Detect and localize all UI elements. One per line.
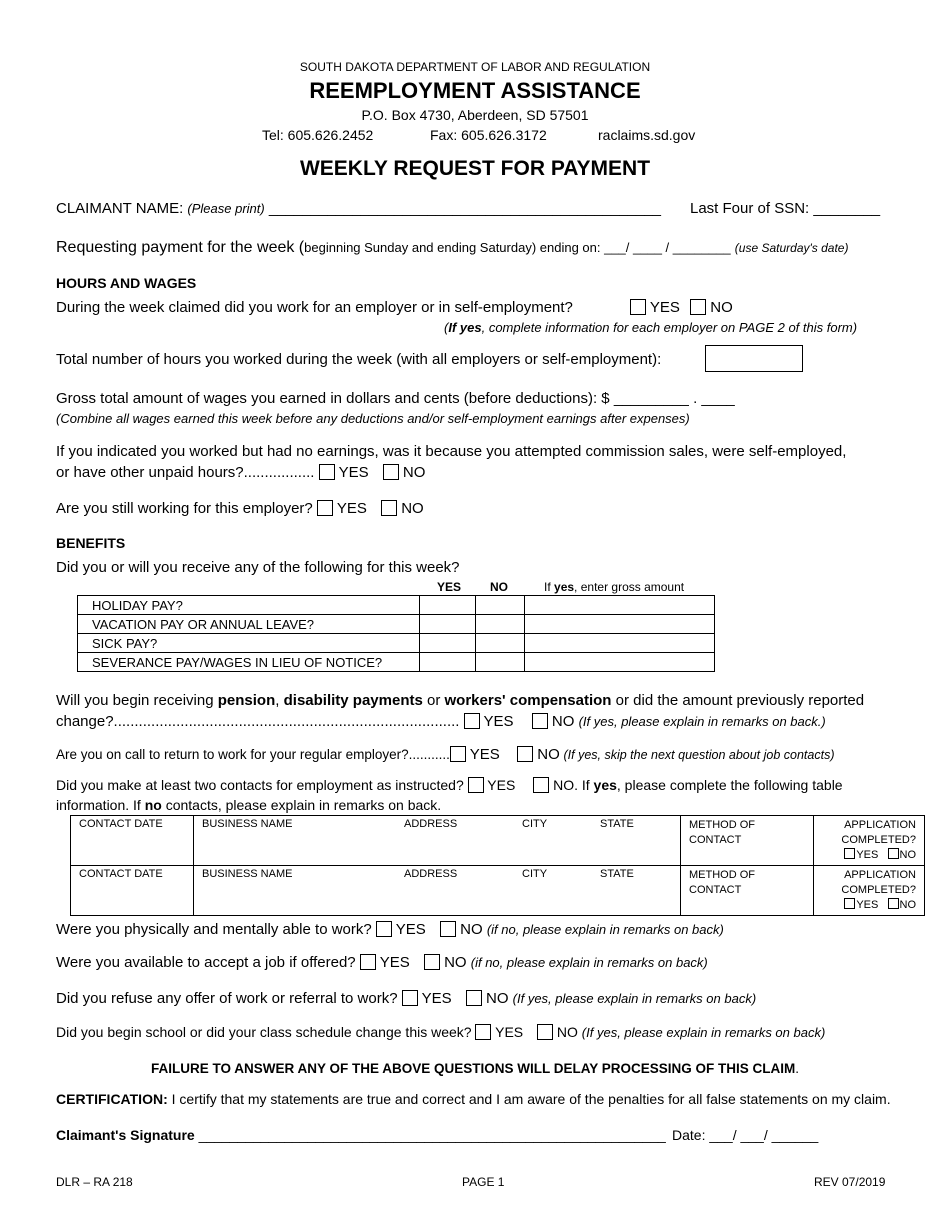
contacts-instruction: If yes, please complete the following table (577, 777, 843, 793)
wages-question[interactable]: Gross total amount of wages you earned in dollars and cents (before deductions): $ _________ . ____ (56, 390, 735, 407)
yes-label: YES (495, 1024, 524, 1040)
benefit-no-cell[interactable] (476, 653, 525, 672)
contact-application-cell[interactable]: APPLICATION COMPLETED? YES NO (814, 866, 925, 916)
signature-row[interactable] (56, 1127, 666, 1143)
school-no-checkbox[interactable] (537, 1024, 553, 1040)
available-question: Were you available to accept a job if offered? (56, 954, 356, 971)
certification-text: I certify that my statements are true and correct and I am aware of the penalties for all false statements on my claim. (167, 1091, 891, 1107)
benefits-heading: BENEFITS (56, 535, 126, 551)
work-no-checkbox[interactable] (690, 299, 706, 315)
benefits-col-no: NO (490, 580, 508, 594)
benefit-amount-cell[interactable] (525, 653, 715, 672)
phone: Tel: 605.626.2452 (262, 127, 374, 143)
able-question: Were you physically and mentally able to work? (56, 921, 372, 938)
no-label: NO (556, 1024, 578, 1040)
contact-application-cell[interactable]: APPLICATION COMPLETED? YES NO (814, 816, 925, 866)
yes-label: YES (421, 990, 452, 1007)
benefits-col-yes: YES (437, 580, 462, 594)
address: P.O. Box 4730, Aberdeen, SD 57501 (361, 107, 589, 123)
benefit-amount-cell[interactable] (525, 634, 715, 653)
contacts-no-checkbox[interactable] (533, 777, 549, 793)
page-number: PAGE 1 (462, 1175, 505, 1189)
refuse-question: Did you refuse any offer of work or referral to work? (56, 990, 398, 1007)
claimant-name-row[interactable] (56, 200, 661, 217)
no-earnings-question-cont: or have other unpaid hours?................. (56, 464, 315, 481)
application-yes-checkbox[interactable] (844, 898, 855, 909)
yes-label: YES (487, 777, 516, 793)
yes-label: YES (483, 713, 514, 730)
contacts-question: Did you make at least two contacts for employment as instructed? (56, 777, 464, 793)
still-working-row[interactable] (56, 500, 424, 517)
able-note: (if no, please explain in remarks on back) (486, 922, 724, 937)
oncall-row[interactable] (56, 746, 834, 763)
work-question: During the week claimed did you work for an employer or in self-employment? (56, 299, 573, 316)
contact-business-cell[interactable]: BUSINESS NAME ADDRESS CITY STATE (194, 866, 681, 916)
refuse-note: (If yes, please explain in remarks on back) (512, 991, 757, 1006)
week-label: Requesting payment for the week ( (56, 239, 305, 256)
benefit-label: SEVERANCE PAY/WAGES IN LIEU OF NOTICE? (78, 653, 420, 672)
work-answer[interactable] (630, 299, 733, 316)
city-label: CITY (522, 868, 548, 880)
contact-method-cell[interactable]: METHOD OF CONTACT (681, 816, 814, 866)
no-label: NO (551, 713, 575, 730)
form-title: WEEKLY REQUEST FOR PAYMENT (299, 157, 651, 180)
no-label: NO (401, 500, 424, 517)
work-yes-checkbox[interactable] (630, 299, 646, 315)
oncall-no-checkbox[interactable] (517, 746, 533, 762)
revision: REV 07/2019 (814, 1175, 886, 1189)
school-question: Did you begin school or did your class schedule change this week? (56, 1024, 472, 1040)
no-earnings-question: If you indicated you worked but had no earnings, was it because you attempted commission sales, were self-employed, (56, 443, 847, 460)
pension-note: (If yes, please explain in remarks on back.) (578, 714, 826, 729)
no-earnings-yes-checkbox[interactable] (319, 464, 335, 480)
no-label: NO (402, 464, 426, 481)
school-yes-checkbox[interactable] (475, 1024, 491, 1040)
fax: Fax: 605.626.3172 (430, 127, 547, 143)
no-label: NO (460, 921, 483, 938)
hours-input[interactable] (705, 345, 803, 372)
benefit-amount-cell[interactable] (525, 615, 715, 634)
yes-label: YES (336, 500, 367, 517)
benefit-no-cell[interactable] (476, 615, 525, 634)
able-row[interactable] (56, 921, 724, 938)
certification-label: CERTIFICATION: (56, 1091, 168, 1107)
benefits-question: Did you or will you receive any of the following for this week? (56, 559, 460, 576)
benefit-label: HOLIDAY PAY? (78, 596, 420, 615)
hours-question: Total number of hours you worked during the week (with all employers or self-employment): (56, 351, 662, 368)
application-yes-checkbox[interactable] (844, 848, 855, 859)
still-working-question: Are you still working for this employer? (56, 500, 313, 517)
application-no-checkbox[interactable] (888, 898, 899, 909)
yes-label: YES (395, 921, 426, 938)
yes-label: YES (649, 299, 680, 316)
benefits-table (77, 595, 715, 672)
yes-label: YES (379, 954, 410, 971)
program-title: REEMPLOYMENT ASSISTANCE (309, 78, 641, 103)
signature-label: Claimant's Signature (56, 1127, 195, 1143)
available-row[interactable] (56, 954, 708, 971)
oncall-note: (If yes, skip the next question about job contacts) (563, 748, 835, 762)
pension-question: Will you begin receiving pension, disability payments or workers' compensation or did the amount previously reported (56, 692, 865, 709)
refuse-no-checkbox[interactable] (466, 990, 482, 1006)
table-row (78, 634, 715, 653)
contacts-no-label: NO. (553, 777, 578, 793)
wages-hint: (Combine all wages earned this week before any deductions and/or self-employment earnings after expenses) (56, 411, 690, 426)
contacts-yes-checkbox[interactable] (468, 777, 484, 793)
date-field[interactable]: Date: ___/ ___/ ______ (672, 1127, 819, 1143)
benefit-no-cell[interactable] (476, 596, 525, 615)
contact-date-cell[interactable]: CONTACT DATE (71, 866, 194, 916)
no-label: NO (537, 746, 560, 763)
contacts-row[interactable] (56, 777, 843, 793)
contacts-table (70, 815, 925, 916)
pension-question-cont: change?................................................................................... (56, 713, 460, 730)
signature-field[interactable]: ____________________________________________________________ (198, 1127, 666, 1143)
table-row (78, 653, 715, 672)
ssn-label: Last Four of SSN: (690, 200, 810, 217)
work-if-yes-note: (If yes, complete information for each employer on PAGE 2 of this form) (444, 320, 858, 335)
application-no-checkbox[interactable] (888, 848, 899, 859)
pension-yes-checkbox[interactable] (464, 713, 480, 729)
table-row (78, 615, 715, 634)
available-yes-checkbox[interactable] (360, 954, 376, 970)
certification (56, 1091, 891, 1107)
week-hint: (use Saturday's date) (734, 241, 849, 255)
benefit-yes-cell[interactable] (420, 615, 476, 634)
yes-label: YES (469, 746, 500, 763)
school-note: (If yes, please explain in remarks on back) (581, 1025, 826, 1040)
city-label: CITY (522, 818, 548, 830)
benefit-yes-cell[interactable] (420, 596, 476, 615)
refuse-yes-checkbox[interactable] (402, 990, 418, 1006)
still-working-no-checkbox[interactable] (381, 500, 397, 516)
refuse-row[interactable] (56, 990, 756, 1007)
no-earnings-no-checkbox[interactable] (383, 464, 399, 480)
able-yes-checkbox[interactable] (376, 921, 392, 937)
week-date-field[interactable]: beginning Sunday and ending Saturday) ending on: ___/ ____ / ________ (304, 240, 731, 255)
contact-business-cell[interactable]: BUSINESS NAME ADDRESS CITY STATE (194, 816, 681, 866)
yes-label: YES (338, 464, 369, 481)
benefit-yes-cell[interactable] (420, 634, 476, 653)
table-row[interactable] (71, 816, 925, 866)
no-label: NO (444, 954, 467, 971)
benefit-amount-cell[interactable] (525, 596, 715, 615)
still-working-yes-checkbox[interactable] (317, 500, 333, 516)
form-id: DLR – RA 218 (56, 1175, 133, 1189)
oncall-yes-checkbox[interactable] (450, 746, 466, 762)
table-row[interactable] (71, 866, 925, 916)
address-label: ADDRESS (404, 818, 458, 830)
claimant-name-hint: (Please print) (187, 201, 265, 216)
state-label: STATE (600, 868, 634, 880)
pension-row[interactable] (56, 713, 826, 730)
benefit-yes-cell[interactable] (420, 653, 476, 672)
hours-heading: HOURS AND WAGES (56, 275, 197, 291)
available-note: (if no, please explain in remarks on back) (470, 955, 708, 970)
website: raclaims.sd.gov (598, 127, 696, 143)
pension-no-checkbox[interactable] (532, 713, 548, 729)
ssn-field[interactable]: ________ (813, 200, 881, 217)
benefit-no-cell[interactable] (476, 634, 525, 653)
table-row (78, 596, 715, 615)
benefit-label: SICK PAY? (78, 634, 420, 653)
no-label: NO (710, 299, 733, 316)
no-label: NO (485, 990, 509, 1007)
available-no-checkbox[interactable] (424, 954, 440, 970)
contacts-instruction-cont: information. If no contacts, please explain in remarks on back. (56, 797, 442, 813)
benefits-col-amount: If yes, enter gross amount (544, 580, 685, 594)
failure-warning: FAILURE TO ANSWER ANY OF THE ABOVE QUESTIONS WILL DELAY PROCESSING OF THIS CLAIM. (150, 1061, 800, 1076)
contact-date-cell[interactable]: CONTACT DATE (71, 816, 194, 866)
claimant-name-label: CLAIMANT NAME: (56, 200, 184, 217)
week-row[interactable] (56, 239, 848, 257)
contact-method-cell[interactable]: METHOD OF CONTACT (681, 866, 814, 916)
benefit-label: VACATION PAY OR ANNUAL LEAVE? (78, 615, 420, 634)
able-no-checkbox[interactable] (440, 921, 456, 937)
address-label: ADDRESS (404, 868, 458, 880)
state-label: STATE (600, 818, 634, 830)
claimant-name-field[interactable]: _______________________________________________ (268, 200, 661, 217)
department-name: SOUTH DAKOTA DEPARTMENT OF LABOR AND REGULATION (299, 60, 651, 74)
school-row[interactable] (56, 1024, 825, 1040)
oncall-question: Are you on call to return to work for your regular employer?........... (56, 747, 450, 762)
ssn-row[interactable] (690, 200, 880, 217)
no-earnings-row[interactable] (56, 464, 425, 481)
